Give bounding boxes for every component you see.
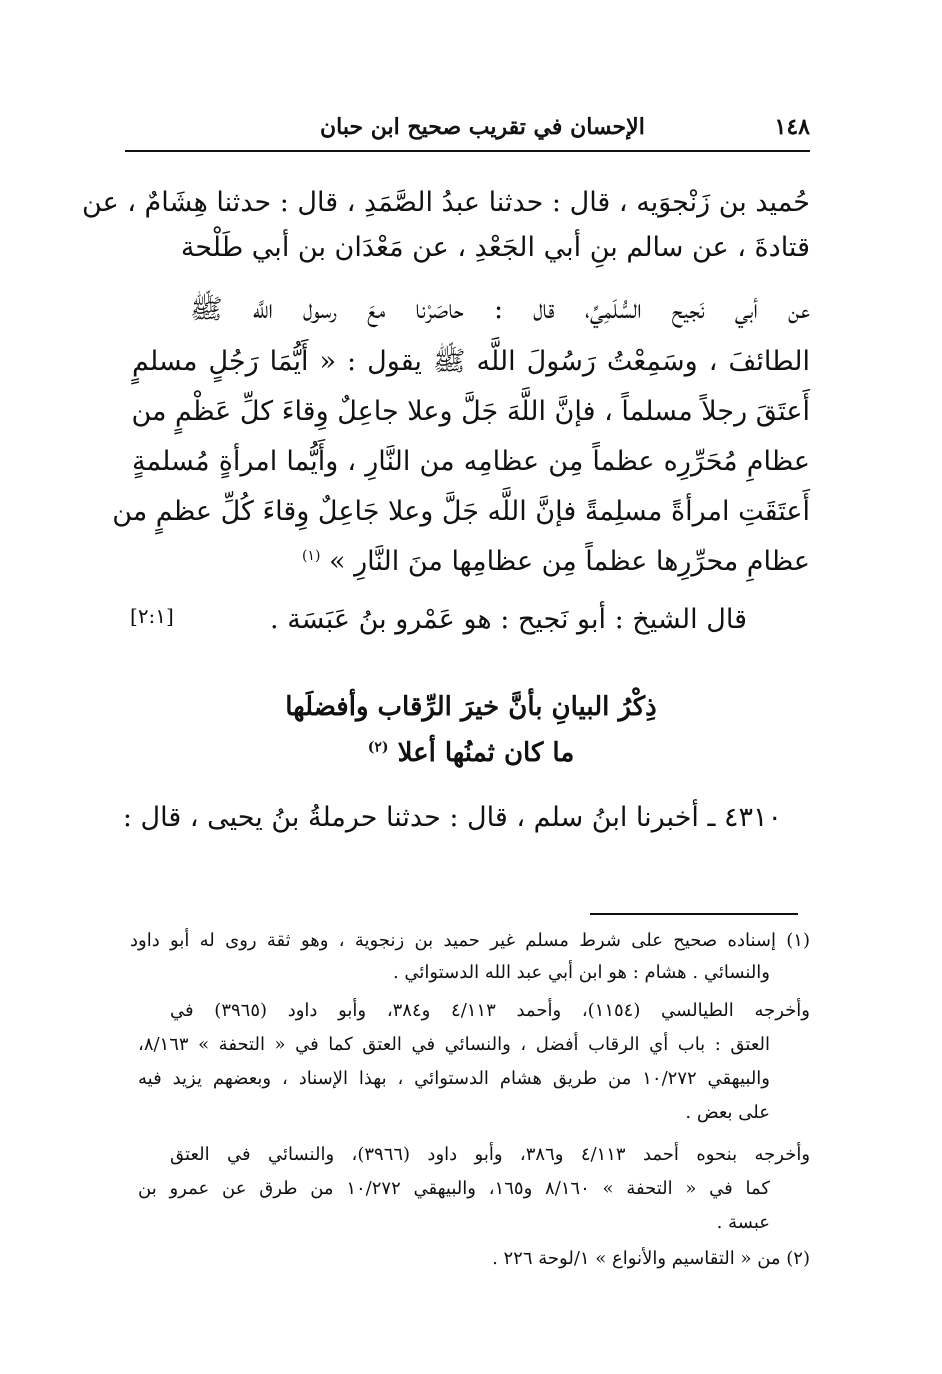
running-header-title: الإحسان في تقريب صحيح ابن حبان <box>320 114 645 140</box>
body-line: عن أبي نَجيح السُّلَمِيِّ، قال : حاصَرْنا معَ رسول اللَّه ﷺ <box>190 294 810 325</box>
body-line-text: عظامِ محرِّرِها عظماً مِن عظامِها منَ النَّارِ » <box>329 546 810 577</box>
footnote-line: (١) إسناده صحيح على شرط مسلم غير حميد بن زنجوية ، وهو ثقة روى له أبو داود <box>130 930 810 951</box>
footnote-line: وأخرجه الطيالسي (١١٥٤)، وأحمد ٤/١١٣ و٣٨٤، وأبو داود (٣٩٦٥) في <box>170 1000 810 1021</box>
sheikh-note: قال الشيخ : أبو نَجيح : هو عَمْرو بنُ عَبَسَة . <box>270 604 747 635</box>
footnote-rule <box>590 913 798 915</box>
section-heading-line2 <box>0 738 942 768</box>
footnote-line: والنسائي . هشام : هو ابن أبي عبد الله الدستوائي . <box>392 962 770 983</box>
body-line: أَعتَقَ رجلاً مسلماً ، فإنَّ اللَّهَ جَلَّ وعلا جاعِلٌ وِقاءَ كلِّ عَظْمٍ من <box>131 396 810 427</box>
footnote-line: عبسة . <box>716 1212 770 1233</box>
body-line: أَعتَقَتِ امرأةً مسلِمةً فإنَّ اللَّه جَلَّ وعلا جَاعِلٌ وِقاءَ كُلِّ عظمٍ من <box>112 496 810 527</box>
page-number: ١٤٨ <box>774 114 810 140</box>
footnote-line: (٢) من « التقاسيم والأنواع » ١/لوحة ٢٢٦ . <box>492 1248 810 1269</box>
footnote-ref: (٢) <box>367 739 389 756</box>
section-ref: [٢:١] <box>130 604 174 628</box>
section-heading-line1: ذِكْرُ البيانِ بأنَّ خيرَ الرِّقاب وأفضلَها <box>285 692 657 722</box>
hadith-opening: ٤٣١٠ ـ أخبرنا ابنُ سلم ، قال : حدثنا حرملةُ بنُ يحيى ، قال : <box>122 802 782 833</box>
footnote-line: كما في « التحفة » ٨/١٦٠ و١٦٥، والبيهقي ١٠/٢٧٢ من طرق عن عمرو بن <box>138 1178 771 1199</box>
footnote-line: على بعض . <box>685 1102 770 1123</box>
header-rule <box>125 150 810 152</box>
body-line: حُميد بن زَنْجوَيه ، قال : حدثنا عبدُ الصَّمَدِ ، قال : حدثنا هِشَامٌ ، عن <box>82 187 810 218</box>
body-line <box>302 542 810 582</box>
footnote-line: العتق : باب أي الرقاب أفضل ، والنسائي في العتق كما في « التحفة » ٨/١٦٣، <box>138 1034 770 1055</box>
section-heading-text: ما كان ثمنُها أعلا <box>397 738 575 768</box>
footnote-line: والبيهقي ١٠/٢٧٢ من طريق هشام الدستوائي ، بهذا الإسناد ، وبعضهم يزيد فيه <box>138 1068 770 1089</box>
body-line: قتادةَ ، عن سالم بنِ أبي الجَعْدِ ، عن مَعْدَان بن أبي طَلْحة <box>180 232 810 263</box>
footnote-ref: (١) <box>301 548 321 564</box>
body-line: الطائفَ ، وسَمِعْتُ رَسُولَ اللَّه ﷺ يقول : « أَيُّمَا رَجُلٍ مسلمٍ <box>132 346 810 377</box>
body-line: عظامِ مُحَرِّرِه عظماً مِن عظامِه من النَّارِ ، وأَيُّما امرأةٍ مُسلمةٍ <box>132 446 810 477</box>
footnote-line: وأخرجه بنحوه أحمد ٤/١١٣ و٣٨٦، وأبو داود (٣٩٦٦)، والنسائي في العتق <box>170 1144 811 1165</box>
